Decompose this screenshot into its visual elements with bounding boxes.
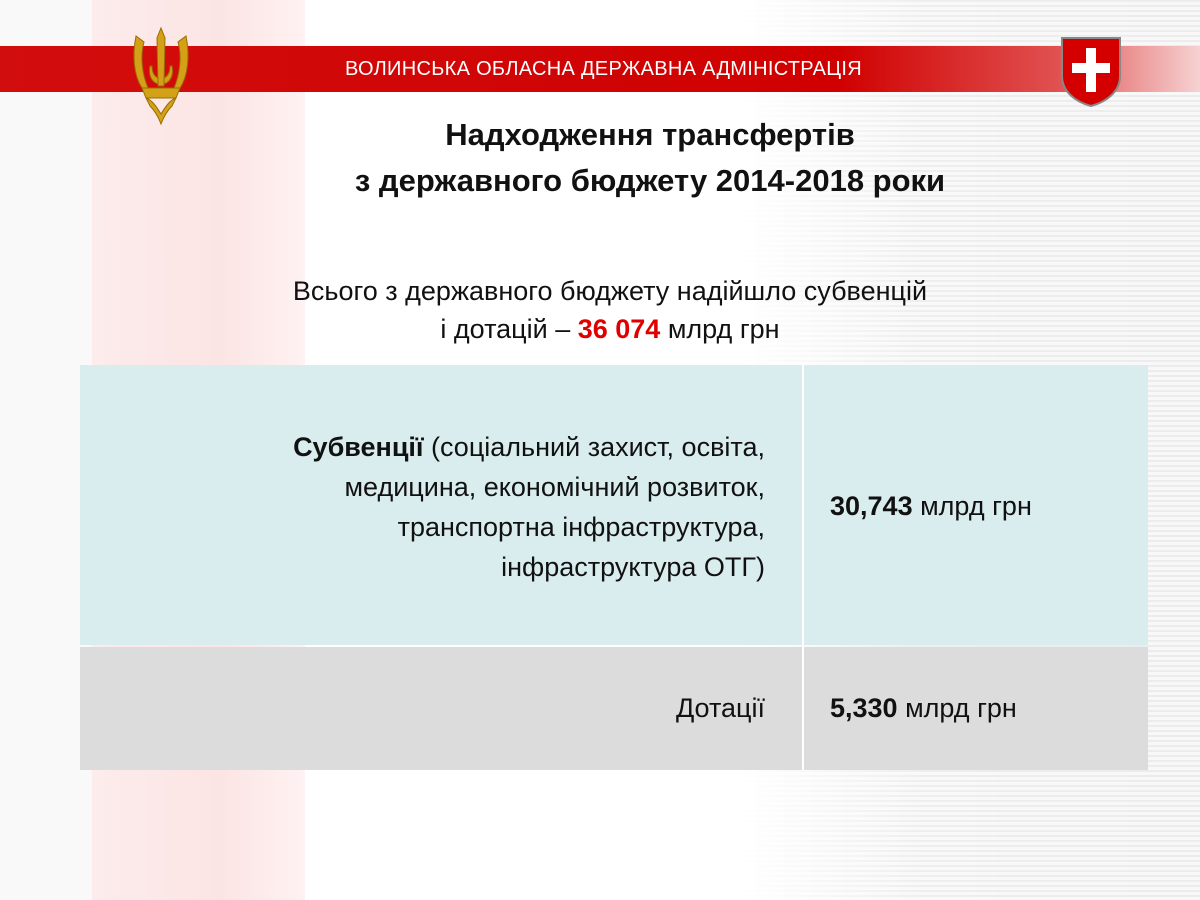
title-line-2: з державного бюджету 2014-2018 роки — [354, 163, 946, 198]
subventions-unit: млрд грн — [920, 491, 1032, 521]
grants-amount-cell — [830, 693, 1140, 724]
subventions-label — [120, 427, 765, 587]
trident-coat-of-arms-icon — [128, 26, 194, 126]
summary-amount: 36 074 — [577, 314, 661, 344]
column-divider — [802, 647, 804, 770]
transfers-table — [80, 365, 1148, 770]
page-title — [200, 112, 1100, 204]
subventions-label-detail-2: медицина, економічний розвиток, — [344, 472, 765, 502]
volyn-shield-icon — [1060, 36, 1122, 108]
grants-label: Дотації — [675, 693, 765, 723]
table-row-subventions — [80, 365, 1148, 645]
column-divider — [802, 365, 804, 645]
background-stripe-left — [0, 0, 92, 900]
subventions-amount-cell — [830, 491, 1140, 522]
subventions-label-bold: Субвенції — [293, 432, 424, 462]
table-row-grants — [80, 647, 1148, 770]
title-line-1: Надходження трансфертів — [445, 117, 855, 152]
subventions-value: 30,743 — [830, 491, 913, 521]
subventions-label-detail-1: (соціальний захист, освіта, — [423, 432, 765, 462]
summary-prefix: і дотацій – — [440, 314, 571, 344]
summary-line-2 — [180, 310, 1040, 348]
subventions-label-detail-4: інфраструктура ОТГ) — [501, 552, 765, 582]
subventions-label-detail-3: транспортна інфраструктура, — [397, 512, 765, 542]
organization-title: ВОЛИНСЬКА ОБЛАСНА ДЕРЖАВНА АДМІНІСТРАЦІЯ — [345, 58, 862, 80]
grants-value: 5,330 — [830, 693, 898, 723]
summary-line-1: Всього з державного бюджету надійшло субвенцій — [292, 276, 928, 306]
summary-text — [180, 272, 1040, 348]
grants-unit: млрд грн — [905, 693, 1017, 723]
summary-unit: млрд грн — [667, 314, 780, 344]
